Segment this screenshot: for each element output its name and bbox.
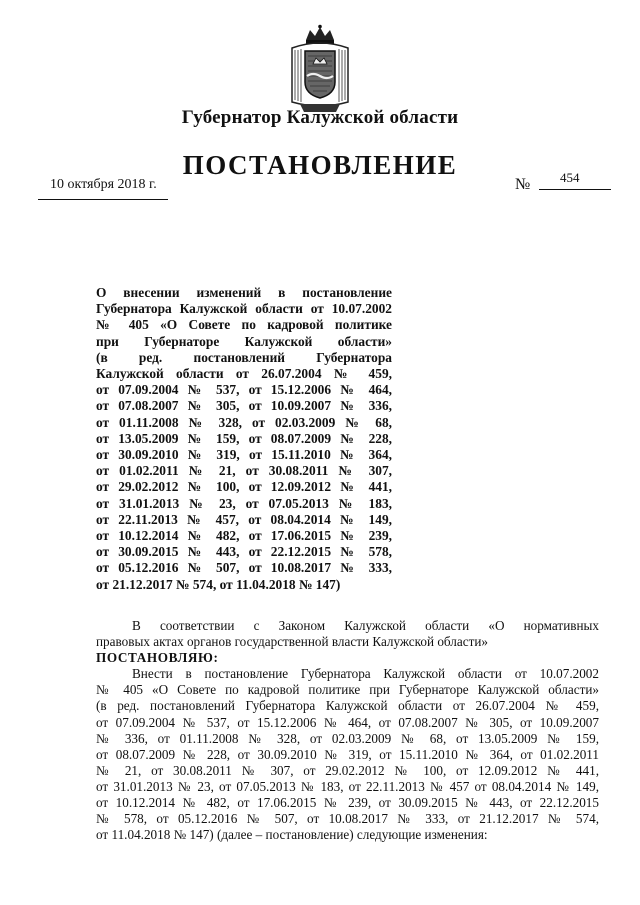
preamble-line: правовых актах органов государственной власти Калужской области»: [96, 634, 489, 650]
body-line: № 336, от 01.11.2008 № 328, от 02.03.2009 № 68, от 13.05.2009 № 159,: [96, 730, 599, 746]
title-line: от 05.12.2016 № 507, от 10.08.2017 № 333,: [96, 560, 392, 576]
title-line: от 31.01.2013 № 23, от 07.05.2013 № 183,: [96, 495, 392, 511]
kaluga-coat-of-arms-icon: [286, 24, 354, 114]
document-body: [96, 618, 599, 843]
body-line: от 11.04.2018 № 147) (далее – постановление) следующие изменения:: [96, 827, 488, 843]
body-line: (в ред. постановлений Губернатора Калужской области от 26.07.2004 № 459,: [96, 698, 599, 714]
title-line: от 01.02.2011 № 21, от 30.08.2011 № 307,: [96, 463, 392, 479]
body-line: Внести в постановление Губернатора Калужской области от 10.07.2002: [132, 666, 599, 682]
title-line: № 405 «О Совете по кадровой политике: [96, 317, 392, 333]
title-line: от 30.09.2015 № 443, от 22.12.2015 № 578,: [96, 544, 392, 560]
number-sign: №: [515, 176, 531, 193]
title-line: от 10.12.2014 № 482, от 17.06.2015 № 239,: [96, 528, 392, 544]
title-line: О внесении изменений в постановление: [96, 285, 392, 300]
document-type: ПОСТАНОВЛЕНИЕ: [182, 150, 458, 180]
document-title: [96, 285, 392, 593]
decree-word: ПОСТАНОВЛЯЮ:: [96, 650, 219, 666]
title-line: от 30.09.2010 № 319, от 15.11.2010 № 364,: [96, 447, 392, 463]
title-line: от 07.09.2004 № 537, от 15.12.2006 № 464,: [96, 382, 392, 398]
title-line: от 21.12.2017 № 574, от 11.04.2018 № 147): [96, 576, 341, 592]
preamble-line: В соответствии с Законом Калужской области «О нормативных: [132, 618, 599, 633]
body-line: от 07.09.2004 № 537, от 15.12.2006 № 464, от 07.08.2007 № 305, от 10.09.2007: [96, 714, 599, 730]
title-line: от 22.11.2013 № 457, от 08.04.2014 № 149,: [96, 511, 392, 527]
title-line: при Губернаторе Калужской области»: [96, 333, 392, 349]
body-line: № 21, от 30.08.2011 № 307, от 29.02.2012 № 100, от 12.09.2012 № 441,: [96, 762, 599, 778]
number-underline: [539, 189, 611, 190]
title-line: от 07.08.2007 № 305, от 10.09.2007 № 336,: [96, 398, 392, 414]
title-line: Губернатора Калужской области от 10.07.2002: [96, 301, 392, 317]
title-line: Калужской области от 26.07.2004 № 459,: [96, 366, 392, 382]
document-number: 454: [560, 170, 580, 185]
title-line: от 13.05.2009 № 159, от 08.07.2009 № 228,: [96, 430, 392, 446]
body-line: от 31.01.2013 № 23, от 07.05.2013 № 183, от 22.11.2013 № 457 от 08.04.2014 № 149,: [96, 778, 599, 794]
date-underline: [38, 199, 168, 200]
body-line: № 578, от 05.12.2016 № 507, от 10.08.2017 № 333, от 21.12.2017 № 574,: [96, 811, 599, 827]
body-line: от 08.07.2009 № 228, от 30.09.2010 № 319, от 15.11.2010 № 364, от 01.02.2011: [96, 746, 599, 762]
organization-name: Губернатор Калужской области: [181, 107, 459, 128]
title-line: от 01.11.2008 № 328, от 02.03.2009 № 68,: [96, 414, 392, 430]
title-line: от 29.02.2012 № 100, от 12.09.2012 № 441,: [96, 479, 392, 495]
title-line: (в ред. постановлений Губернатора: [96, 349, 392, 365]
document-number-label: [515, 176, 530, 194]
document-date: 10 октября 2018 г.: [50, 177, 157, 192]
body-line: № 405 «О Совете по кадровой политике при Губернаторе Калужской области»: [96, 682, 599, 698]
body-line: от 10.12.2014 № 482, от 17.06.2015 № 239, от 30.09.2015 № 443, от 22.12.2015: [96, 795, 599, 811]
